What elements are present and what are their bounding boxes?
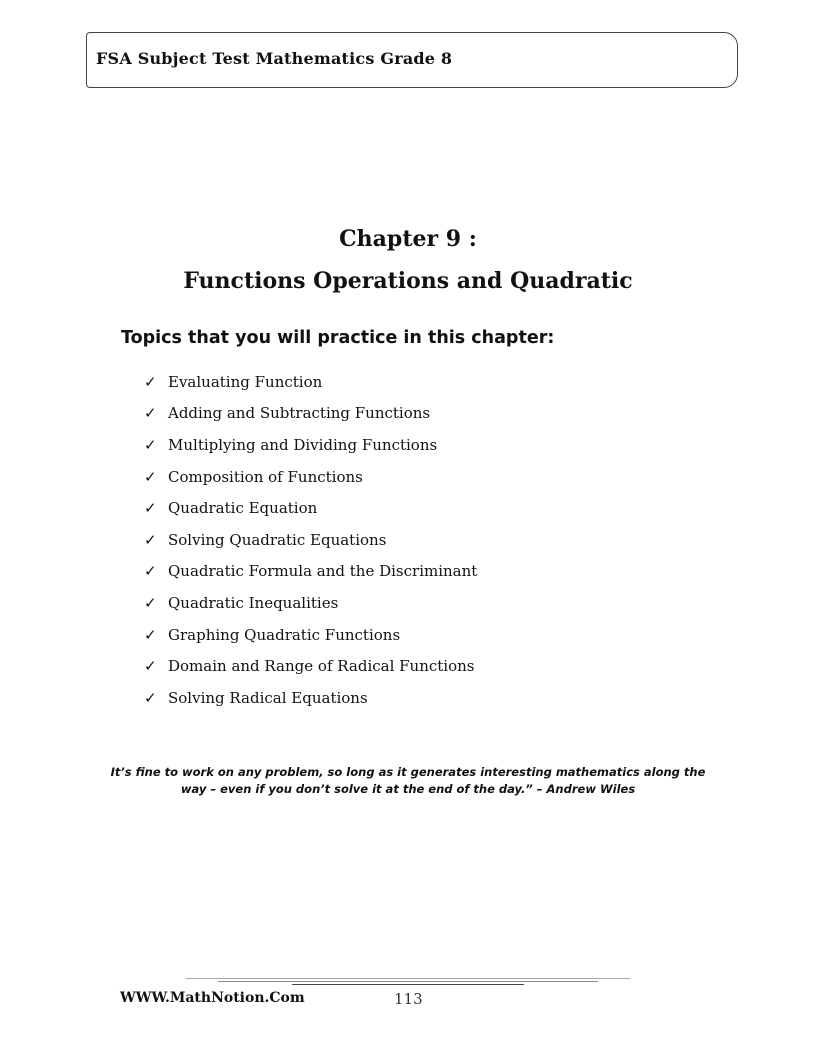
topic-label: Quadratic Equation: [168, 499, 318, 518]
check-icon: ✓: [144, 688, 157, 707]
list-item: [144, 366, 477, 398]
list-item: [144, 650, 477, 682]
footer-website: WWW.MathNotion.Com: [120, 990, 305, 1006]
quote: It’s fine to work on any problem, so long as it generates interesting mathematics along the way – even if you don’t solve it at the end of the day.” – Andrew Wiles: [110, 765, 706, 796]
list-item: [144, 492, 477, 524]
list-item: [144, 587, 477, 619]
header-title: FSA Subject Test Mathematics Grade 8: [96, 49, 453, 68]
topic-label: Solving Quadratic Equations: [168, 530, 387, 549]
check-icon: ✓: [144, 593, 157, 612]
topic-label: Domain and Range of Radical Functions: [168, 657, 475, 676]
topic-label: Quadratic Inequalities: [168, 593, 339, 612]
topic-label: Quadratic Formula and the Discriminant: [168, 562, 478, 581]
check-icon: ✓: [144, 404, 157, 423]
page-number: 113: [394, 990, 423, 1008]
footer-divider: [218, 981, 598, 982]
list-item: [144, 619, 477, 651]
check-icon: ✓: [144, 467, 157, 486]
topic-label: Composition of Functions: [168, 467, 363, 486]
topics-list: [144, 366, 477, 714]
list-item: [144, 398, 477, 430]
list-item: [144, 682, 477, 714]
list-item: [144, 429, 477, 461]
footer-divider: [292, 984, 524, 985]
chapter-title: Chapter 9 :: [339, 226, 477, 252]
topic-label: Adding and Subtracting Functions: [168, 404, 431, 423]
check-icon: ✓: [144, 657, 157, 676]
list-item: [144, 524, 477, 556]
topics-heading: Topics that you will practice in this chapter:: [121, 328, 555, 348]
check-icon: ✓: [144, 625, 157, 644]
check-icon: ✓: [144, 530, 157, 549]
topic-label: Evaluating Function: [168, 372, 323, 391]
check-icon: ✓: [144, 562, 157, 581]
check-icon: ✓: [144, 435, 157, 454]
chapter-subtitle: Functions Operations and Quadratic: [183, 268, 633, 294]
topic-label: Solving Radical Equations: [168, 688, 368, 707]
topic-label: Multiplying and Dividing Functions: [168, 435, 438, 454]
check-icon: ✓: [144, 372, 157, 391]
list-item: [144, 556, 477, 588]
footer-divider: [186, 978, 630, 979]
topic-label: Graphing Quadratic Functions: [168, 625, 401, 644]
check-icon: ✓: [144, 499, 157, 518]
list-item: [144, 461, 477, 493]
